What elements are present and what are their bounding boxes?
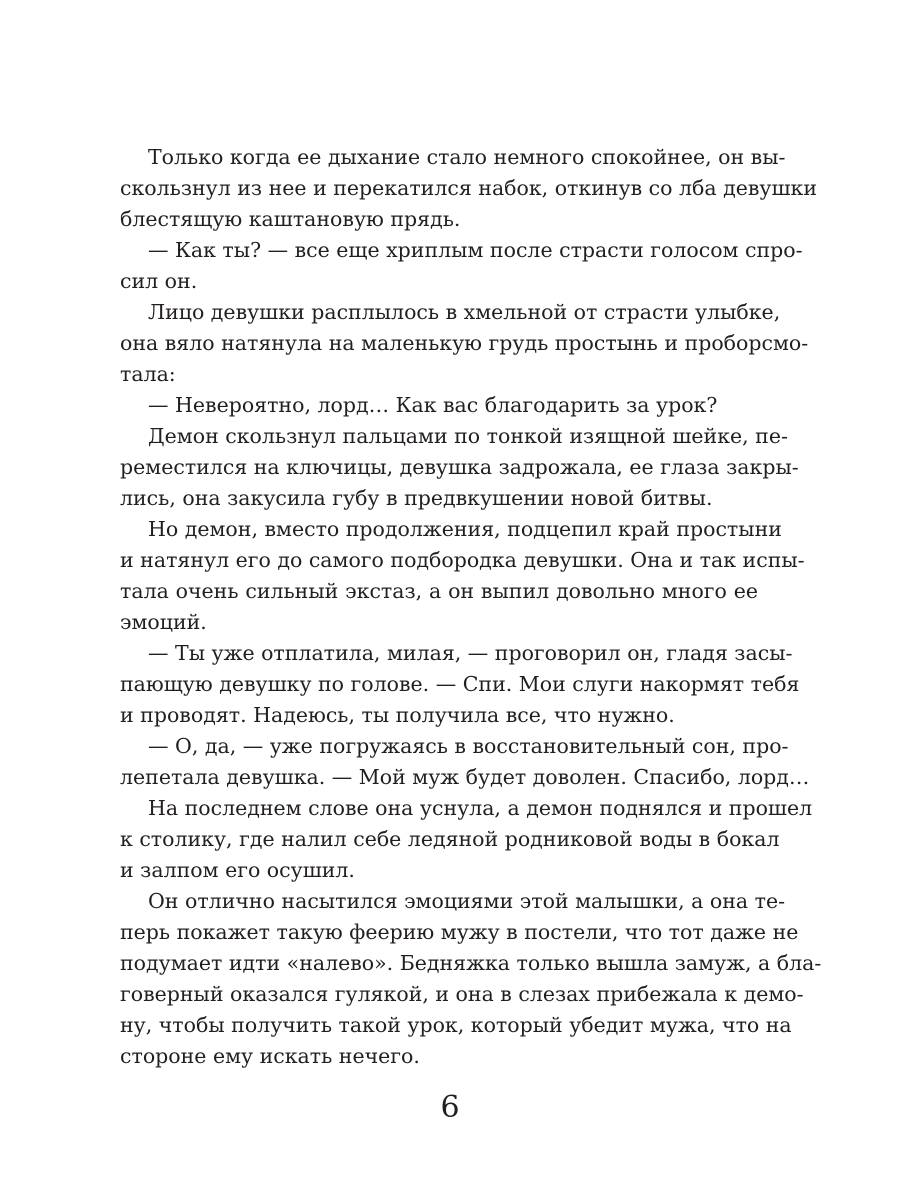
page-number: 6 — [440, 1090, 460, 1125]
text-line: и проводят. Надеюсь, ты получила все, что нужно. — [120, 703, 675, 727]
text-line: Демон скользнул пальцами по тонкой изящной шейке, пе- — [148, 424, 788, 448]
text-line: Но демон, вместо продолжения, подцепил край простыни — [148, 517, 782, 541]
text-line: ну, чтобы получить такой урок, который убедит мужа, что на — [120, 1013, 792, 1037]
text-line: реместился на ключицы, девушка задрожала, ее глаза закры- — [120, 455, 799, 479]
text-line: блестящую каштановую прядь. — [120, 207, 461, 231]
text-line: На последнем слове она уснула, а демон поднялся и прошел — [148, 796, 813, 820]
text-line: и натянул его до самого подбородка девушки. Она и так испы- — [120, 548, 805, 572]
text-line: к столику, где налил себе ледяной родниковой воды в бокал — [120, 827, 780, 851]
body-text — [120, 142, 822, 1072]
text-line: стороне ему искать нечего. — [120, 1044, 420, 1068]
text-line: и залпом его осушил. — [120, 858, 355, 882]
text-line: она вяло натянула на маленькую грудь простынь и проборсмо- — [120, 331, 809, 355]
text-line: Он отлично насытился эмоциями этой малышки, а она те- — [148, 889, 786, 913]
text-line: тала: — [120, 362, 176, 386]
text-line: — О, да, — уже погружаясь в восстановительный сон, про- — [148, 734, 789, 758]
text-line: тала очень сильный экстаз, а он выпил довольно много ее — [120, 579, 758, 603]
text-line: Только когда ее дыхание стало немного спокойнее, он вы- — [148, 145, 786, 169]
text-line: — Ты уже отплатила, милая, — проговорил он, гладя засы- — [148, 641, 793, 665]
text-line: пающую девушку по голове. — Спи. Мои слуги накормят тебя — [120, 672, 800, 696]
text-line: Лицо девушки расплылось в хмельной от страсти улыбке, — [148, 300, 781, 324]
text-line: перь покажет такую феерию мужу в постели, что тот даже не — [120, 920, 799, 944]
text-line: эмоций. — [120, 610, 207, 634]
text-line: говерный оказался гулякой, и она в слезах прибежала к демо- — [120, 982, 804, 1006]
text-line: подумает идти «налево». Бедняжка только вышла замуж, а бла- — [120, 951, 822, 975]
text-line: — Невероятно, лорд… Как вас благодарить за урок? — [148, 393, 718, 417]
text-line: лись, она закусила губу в предвкушении новой битвы. — [120, 486, 713, 510]
text-line: сил он. — [120, 269, 198, 293]
text-line: скользнул из нее и перекатился набок, откинув со лба девушки — [120, 176, 817, 200]
text-line: лепетала девушка. — Мой муж будет доволен. Спасибо, лорд… — [120, 765, 810, 789]
text-line: — Как ты? — все еще хриплым после страсти голосом спро- — [148, 238, 803, 262]
